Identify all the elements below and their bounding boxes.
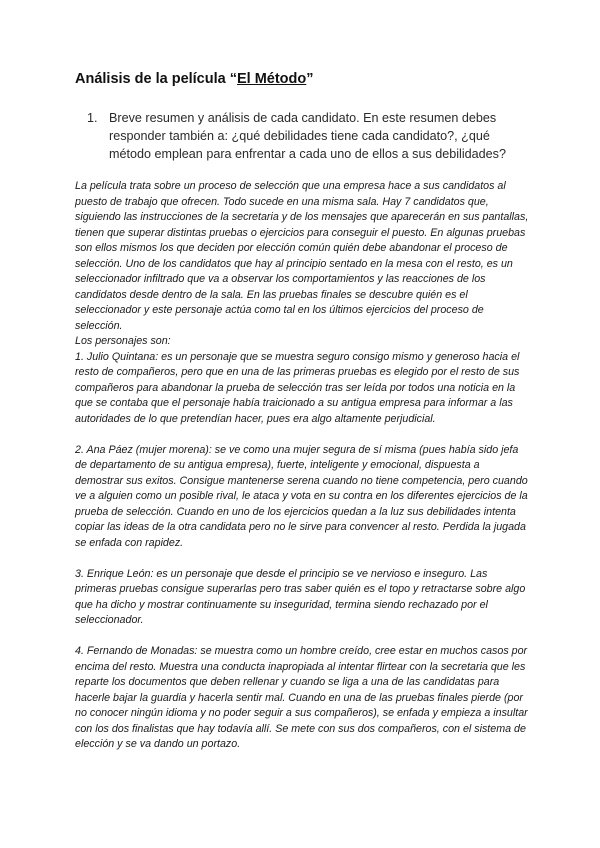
- film-title: El Método: [236, 71, 307, 87]
- answer-body: [75, 179, 530, 753]
- character-fernando: 4. Fernando de Monadas: se muestra como un hombre creído, cree estar en muchos casos por encima del resto. Muestra una conducta inapropiada al intentar flirtear con la secretaria que les reparte los documentos que deben rellenar y cuando se liga a una de las candidatas para hacerle bajar la guardia y hacerla sentir mal. Cuando en una de las pruebas finales pierde (por no conocer ningún idioma y no poder seguir a sus compañeros), se enfada y empieza a insultar con los dos finalistas que hay todavía allí. Se mete con sus dos compañeros, con el sistema de elección y se va dando un portazo.: [75, 645, 528, 750]
- page-title: [75, 71, 314, 87]
- question-text: Breve resumen y análisis de cada candidato. En este resumen debes responder también a: ¿qué debilidades tiene cada candidato?, ¿qué método emplean para enfrentar a cada uno de ellos a sus debilidades?: [109, 111, 506, 161]
- character-ana: 2. Ana Páez (mujer morena): se ve como una mujer segura de sí misma (pues había sido jefa de departamento de su antigua empresa), fuerte, inteligente y emocional, dispuesta a demostrar sus exitos. Consigue mantenerse serena cuando no tiene competencia, pero cuando ve a alguien como un posible rival, le ataca y vota en su contra en los diferentes ejercicios de la prueba de selección. Cuando en uno de los ejercicios quedan a la luz sus debilidades intenta copiar las ideas de la otra candidata pero no le sirve para convencer al resto. Perdida la jugada se enfada con rapidez.: [75, 443, 528, 549]
- character-enrique: 3. Enrique León: es un personaje que desde el principio se ve nervioso e inseguro. Las primeras pruebas consigue superarlas pero tras saber quién es el topo y retractarse sobre algo que ha dicho y mostrar continuamente su inseguridad, termina siendo rechazado por el seleccionador.: [75, 567, 526, 626]
- characters-heading: Los personajes son:: [75, 335, 171, 347]
- question-number: 1.: [87, 111, 98, 125]
- title-prefix: Análisis de la película “: [75, 71, 237, 87]
- summary-paragraph: La película trata sobre un proceso de selección que una empresa hace a sus candidatos al puesto de trabajo que ofrecen. Todo sucede en una misma sala. Hay 7 candidatos que, siguiendo las instrucciones de la secretaria y de los mensajes que aparecerán en sus pantallas, tienen que superar distintas pruebas o ejercicios para conseguir el puesto. En algunas pruebas son ellos mismos los que deciden por elección común quién debe abandonar el proceso de selección. Uno de los candidatos que hay al principio sentado en la mesa con el resto, es un seleccionador infiltrado que va a observar los comportamientos y las reacciones de los candidatos desde dentro de la sala. En las pruebas finales se descubre quién es el seleccionador y este personaje actúa como tal en los últimos ejercicios del proceso de selección.: [75, 180, 529, 332]
- question-item: [87, 109, 527, 163]
- paragraph-gap: [75, 427, 530, 443]
- character-julio: 1. Julio Quintana: es un personaje que se muestra seguro consigo mismo y generoso hacia el resto de compañeros, pero que en una de las primeras pruebas es elegido por el resto de sus compañeros para abandonar la prueba de selección tras ser leída por todos una noticia en la que se contaba que el personaje había traicionado a su antigua empresa para informar a las autoridades de lo que pretendían hacer, pues era algo altamente perjudicial.: [75, 350, 520, 425]
- paragraph-gap: [75, 551, 530, 567]
- title-suffix: ”: [306, 71, 314, 87]
- paragraph-gap: [75, 629, 530, 645]
